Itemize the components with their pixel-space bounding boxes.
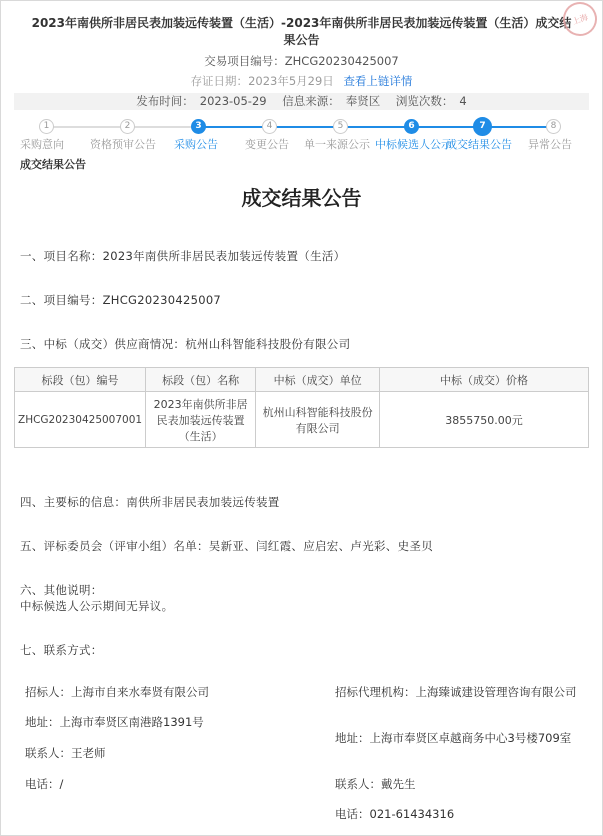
cert-date-label: 存证日期： xyxy=(190,74,249,88)
step-5-label[interactable]: 单一来源公示 xyxy=(304,138,370,151)
page-title: 2023年南供所非居民表加装远传装置（生活）-2023年南供所非居民表加装远传装置（生活）成交结果公告 xyxy=(31,16,572,47)
seal-stamp: 上海 xyxy=(558,0,602,41)
agent-address: 地址：上海市奉贤区卓越商务中心3号楼709室 xyxy=(335,731,572,745)
table-header: 标段（包）名称 xyxy=(146,368,256,392)
publish-label: 发布时间： xyxy=(136,94,194,108)
source-label: 信息来源： xyxy=(282,94,340,108)
project-number-label: 交易项目编号： xyxy=(204,54,285,68)
document-title: 成交结果公告 xyxy=(241,186,362,210)
agent-phone: 电话：021-61434316 xyxy=(335,807,455,821)
step-connector xyxy=(411,126,482,128)
step-connector xyxy=(482,126,553,128)
item-project-name: 一、项目名称：2023年南供所非居民表加装远传装置（生活） xyxy=(20,249,346,263)
item-other-notes: 六、其他说明： xyxy=(20,583,103,597)
agent-name: 招标代理机构：上海臻诚建设管理咨询有限公司 xyxy=(335,685,577,699)
step-connector xyxy=(127,126,199,128)
buyer-address: 地址：上海市奉贤区南港路1391号 xyxy=(25,715,204,729)
cert-date-line xyxy=(0,73,603,89)
chain-detail-link[interactable]: 查看上链详情 xyxy=(343,74,413,88)
step-7-label[interactable]: 成交结果公告 xyxy=(446,138,512,151)
buyer-contact-person: 联系人：王老师 xyxy=(25,746,106,760)
step-6-dot[interactable]: 6 xyxy=(404,119,419,134)
project-number: ZHCG20230425007 xyxy=(284,54,399,68)
table-header: 标段（包）编号 xyxy=(15,368,146,392)
process-stepper xyxy=(0,116,603,166)
step-7-dot[interactable]: 7 xyxy=(473,117,492,136)
step-connector xyxy=(46,126,126,128)
step-1-dot[interactable]: 1 xyxy=(39,119,54,134)
cert-date: 2023年5月29日 xyxy=(248,74,334,88)
item-committee: 五、评标委员会（评审小组）名单：吴新亚、闫红霞、应启宏、卢光彩、史圣贝 xyxy=(20,539,433,553)
step-3-dot[interactable]: 3 xyxy=(191,119,206,134)
item-supplier: 三、中标（成交）供应商情况：杭州山科智能科技股份有限公司 xyxy=(20,337,351,351)
step-4-label[interactable]: 变更公告 xyxy=(245,138,289,151)
table-cell: 3855750.00元 xyxy=(380,392,589,448)
table-header: 中标（成交）单位 xyxy=(256,368,380,392)
views-count: 4 xyxy=(459,94,467,108)
step-1-label[interactable]: 采购意向 xyxy=(20,138,64,151)
table-row xyxy=(15,392,589,448)
buyer-name: 招标人：上海市自来水奉贤有限公司 xyxy=(25,685,209,699)
table-cell: 2023年南供所非居民表加装远传装置（生活） xyxy=(146,392,256,448)
item-other-notes-text: 中标候选人公示期间无异议。 xyxy=(20,599,174,613)
item-subject-info: 四、主要标的信息：南供所非居民表加装远传装置 xyxy=(20,495,280,509)
step-5-dot[interactable]: 5 xyxy=(333,119,348,134)
step-3-label[interactable]: 采购公告 xyxy=(174,138,218,151)
step-connector xyxy=(199,126,269,128)
table-header-row xyxy=(15,368,589,392)
award-table xyxy=(14,367,589,448)
buyer-phone: 电话：/ xyxy=(25,777,64,791)
agent-contact-person: 联系人：戴先生 xyxy=(335,777,416,791)
publish-date: 2023-05-29 xyxy=(199,94,267,108)
section-label: 成交结果公告 xyxy=(20,158,86,171)
step-6-label[interactable]: 中标候选人公示 xyxy=(375,138,452,151)
item-contact-heading: 七、联系方式： xyxy=(20,643,103,657)
project-number-line xyxy=(0,53,603,69)
table-cell: ZHCG20230425007001 xyxy=(15,392,146,448)
item-project-number: 二、项目编号：ZHCG20230425007 xyxy=(20,293,222,307)
source: 奉贤区 xyxy=(345,94,381,108)
step-8-label[interactable]: 异常公告 xyxy=(528,138,572,151)
step-2-label[interactable]: 资格预审公告 xyxy=(90,138,156,151)
table-cell: 杭州山科智能科技股份有限公司 xyxy=(256,392,380,448)
step-4-dot[interactable]: 4 xyxy=(262,119,277,134)
step-connector xyxy=(340,126,411,128)
views-label: 浏览次数： xyxy=(395,94,454,108)
table-header: 中标（成交）价格 xyxy=(380,368,589,392)
step-8-dot[interactable]: 8 xyxy=(546,119,561,134)
step-connector xyxy=(269,126,340,128)
publish-info-bar xyxy=(14,93,589,110)
step-2-dot[interactable]: 2 xyxy=(120,119,135,134)
